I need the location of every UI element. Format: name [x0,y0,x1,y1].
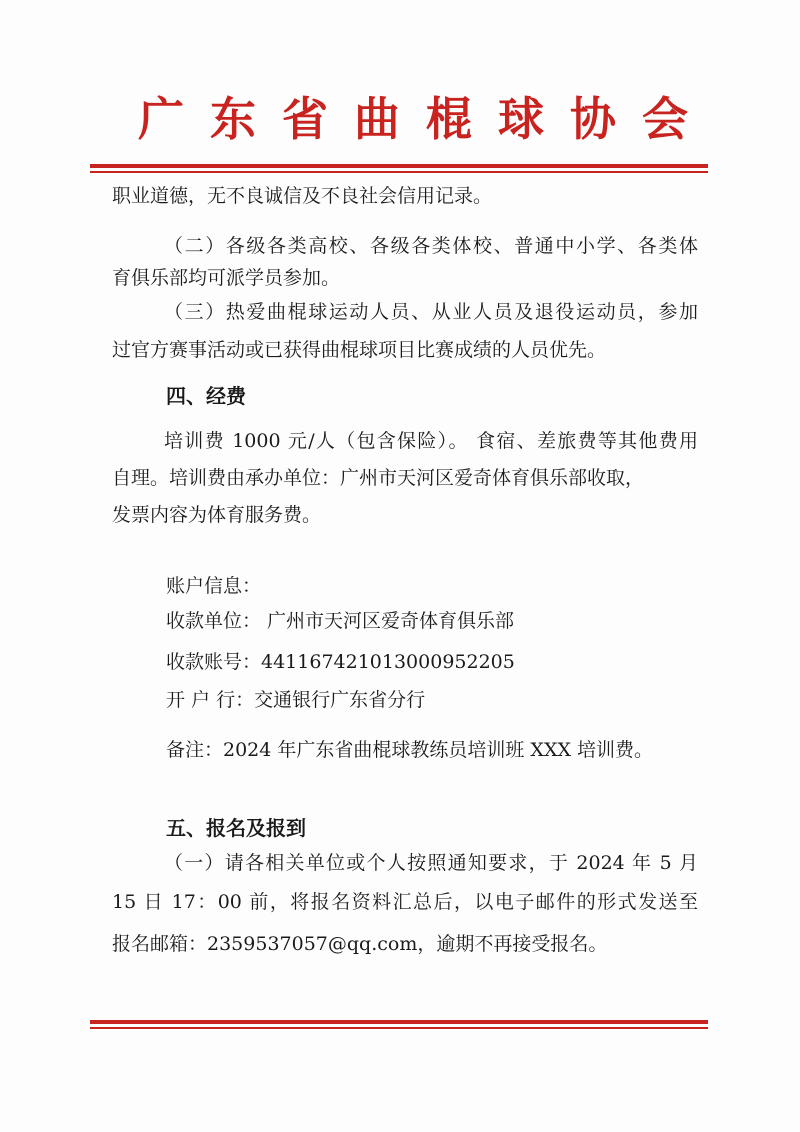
paragraph-line: 发票内容为体育服务费。 [112,504,322,526]
footer-rule-thick [90,1020,708,1024]
paragraph-line: （一）请各相关单位或个人按照通知要求，于 2024 年 5 月 [164,852,698,874]
paragraph-line: 过官方赛事活动或已获得曲棍球项目比赛成绩的人员优先。 [112,339,607,361]
section-heading-registration: 五、报名及报到 [166,816,306,840]
paragraph-line: 培训费 1000 元/人（包含保险）。 食宿、差旅费等其他费用 [164,430,698,452]
paragraph-line: 报名邮箱：2359537057@qq.com，逾期不再接受报名。 [112,933,608,955]
paragraph-line: 自理。培训费由承办单位：广州市天河区爱奇体育俱乐部收取， [112,467,645,489]
account-bank: 开 户 行：交通银行广东省分行 [166,689,426,711]
account-number: 收款账号：441167421013000952205 [166,651,515,673]
payment-remark: 备注：2024 年广东省曲棍球教练员培训班 XXX 培训费。 [166,739,654,761]
section-heading-funding: 四、经费 [166,384,246,408]
paragraph-line: （二）各级各类高校、各级各类体校、普通中小学、各类体 [164,235,698,257]
paragraph-line: 15 日 17：00 前，将报名资料汇总后，以电子邮件的形式发送至 [112,891,698,913]
header-rule-thick [90,164,708,168]
paragraph-line: 职业道德，无不良诚信及不良社会信用记录。 [112,185,493,207]
account-info-title: 账户信息： [166,575,262,597]
header-rule-thin [90,171,708,173]
paragraph-line: 育俱乐部均可派学员参加。 [112,267,341,289]
account-payee: 收款单位： 广州市天河区爱奇体育俱乐部 [166,610,515,632]
footer-rule-thin [90,1027,708,1029]
letterhead-title: 广东省曲棍球协会 [138,92,714,146]
paragraph-line: （三）热爱曲棍球运动人员、从业人员及退役运动员，参加 [164,301,698,323]
